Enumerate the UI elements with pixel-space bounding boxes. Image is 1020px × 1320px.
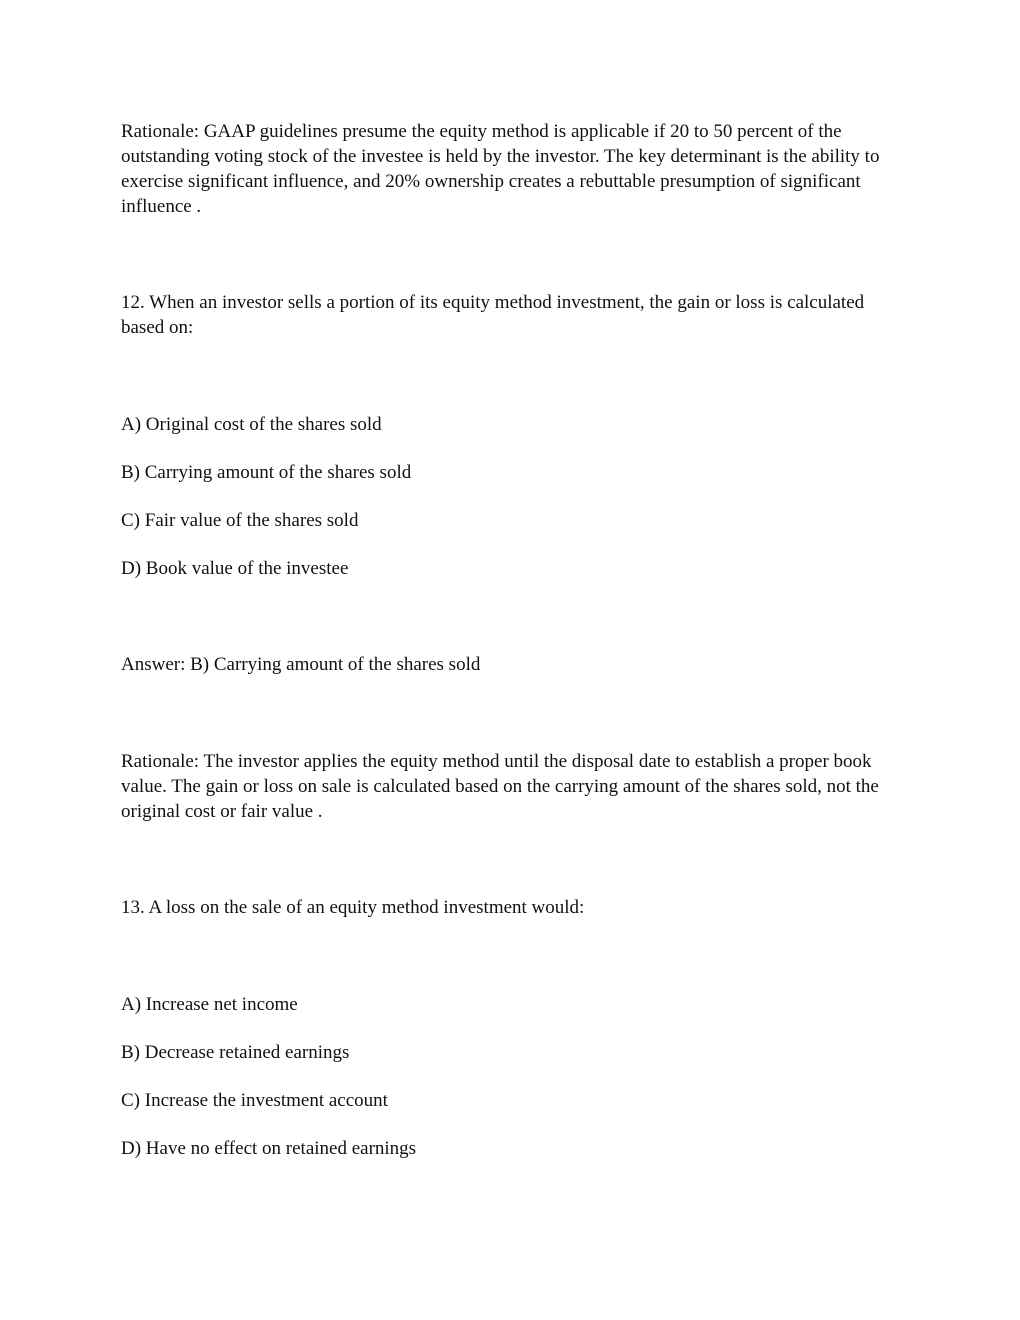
- question-12-option-d: D) Book value of the investee: [121, 558, 349, 579]
- question-12-option-c: C) Fair value of the shares sold: [121, 510, 359, 531]
- question-12-answer: Answer: B) Carrying amount of the shares sold: [121, 654, 481, 675]
- question-13-option-a: A) Increase net income: [121, 994, 298, 1015]
- question-12-rationale: Rationale: The investor applies the equity method until the disposal date to establish a proper book value. The gain or loss on sale is calculated based on the carrying amount of the shares sold, not the original cost or fair value .: [121, 751, 879, 822]
- question-13-option-d: D) Have no effect on retained earnings: [121, 1138, 417, 1159]
- rationale-paragraph: Rationale: GAAP guidelines presume the equity method is applicable if 20 to 50 percent of the outstanding voting stock of the investee is held by the investor. The key determinant is the ability to exercise significant influence, and 20% ownership creates a rebuttable presumption of significant influence .: [121, 121, 880, 217]
- question-12-option-b: B) Carrying amount of the shares sold: [121, 462, 412, 483]
- question-13-prompt: 13. A loss on the sale of an equity method investment would:: [121, 897, 585, 918]
- question-12-prompt: 12. When an investor sells a portion of its equity method investment, the gain or loss is calculated based on:: [121, 292, 865, 338]
- question-12-option-a: A) Original cost of the shares sold: [121, 414, 382, 435]
- question-13-option-c: C) Increase the investment account: [121, 1090, 388, 1111]
- question-13-option-b: B) Decrease retained earnings: [121, 1042, 350, 1063]
